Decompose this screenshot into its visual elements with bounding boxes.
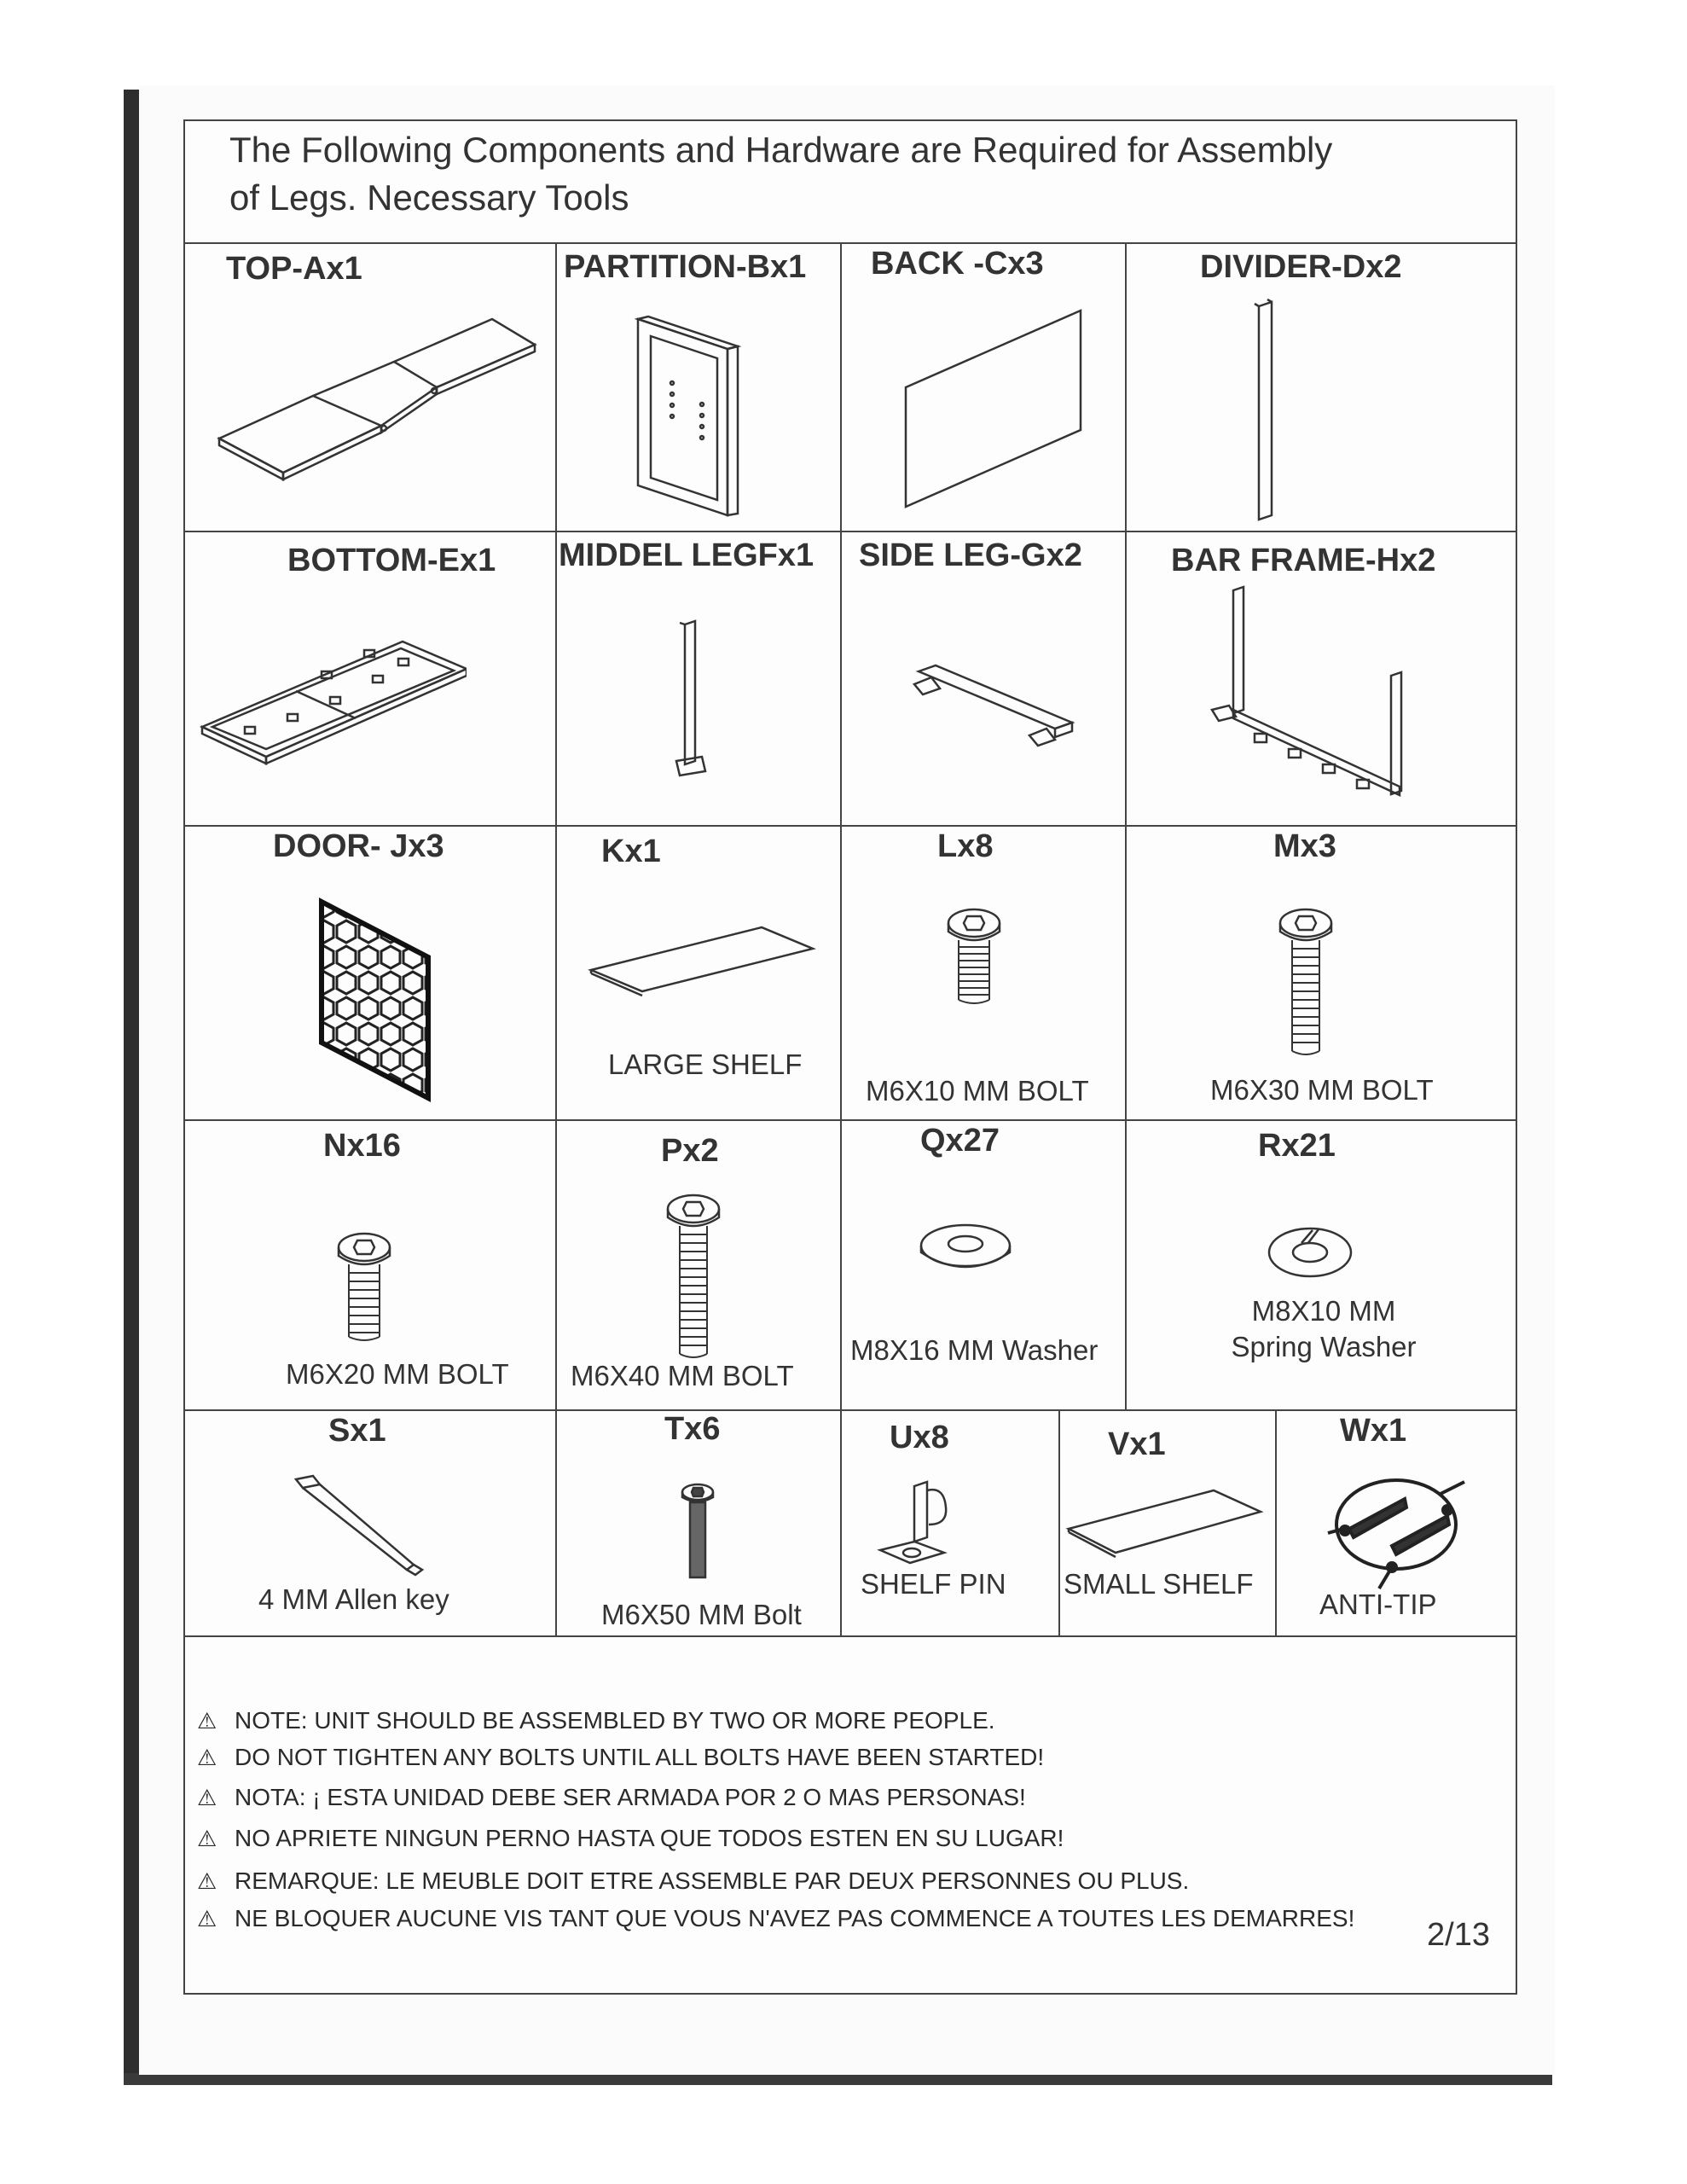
part-cell-allen-key bbox=[185, 1409, 557, 1635]
note-5 bbox=[197, 1867, 1189, 1895]
parts-row-2 bbox=[185, 531, 1516, 827]
bottom-panel-illustration bbox=[194, 599, 467, 787]
anti-tip-illustration bbox=[1311, 1461, 1481, 1606]
warning-icon: ⚠ bbox=[197, 1708, 217, 1734]
part-title: Mx3 bbox=[1273, 828, 1336, 864]
parts-list-sheet bbox=[183, 119, 1517, 1995]
divider-illustration bbox=[1246, 293, 1297, 524]
part-cell-door bbox=[185, 825, 557, 1119]
warning-icon: ⚠ bbox=[197, 1745, 217, 1770]
part-title: Wx1 bbox=[1340, 1413, 1407, 1449]
note-2 bbox=[197, 1744, 1044, 1771]
part-title: BAR FRAME-Hx2 bbox=[1171, 543, 1436, 578]
note-4 bbox=[197, 1825, 1064, 1852]
photo-edge-bottom bbox=[124, 2073, 1552, 2085]
part-title: SIDE LEG-Gx2 bbox=[859, 537, 1082, 573]
note-text: REMARQUE: LE MEUBLE DOIT ETRE ASSEMBLE PAR DEUX PERSONNES OU PLUS. bbox=[235, 1867, 1190, 1894]
part-title: Lx8 bbox=[937, 828, 994, 864]
bolt-m6x30-illustration bbox=[1272, 906, 1340, 1060]
part-title: MIDDEL LEGFx1 bbox=[559, 537, 815, 573]
bolt-m6x20-illustration bbox=[330, 1230, 398, 1350]
parts-row-5 bbox=[185, 1409, 1516, 1637]
part-title: DOOR- Jx3 bbox=[273, 828, 444, 864]
part-title: BACK -Cx3 bbox=[871, 246, 1044, 282]
part-label: M6X20 MM BOLT bbox=[286, 1358, 509, 1390]
allen-key-illustration bbox=[270, 1469, 441, 1589]
parts-row-1 bbox=[185, 242, 1516, 532]
header-line-1: The Following Components and Hardware are Required for Assembly bbox=[229, 130, 1333, 170]
note-text: NOTE: UNIT SHOULD BE ASSEMBLED BY TWO OR MORE PEOPLE. bbox=[235, 1707, 995, 1734]
part-title: BOTTOM-Ex1 bbox=[287, 543, 496, 578]
part-cell-bolt-m bbox=[1127, 825, 1516, 1119]
part-cell-bolt-n bbox=[185, 1119, 557, 1409]
bolt-m6x40-illustration bbox=[659, 1192, 728, 1362]
parts-row-4 bbox=[185, 1119, 1516, 1411]
header-line-2: of Legs. Necessary Tools bbox=[229, 177, 629, 218]
note-text: NE BLOQUER AUCUNE VIS TANT QUE VOUS N'AVEZ PAS COMMENCE A TOUTES LES DEMARRES! bbox=[235, 1905, 1355, 1931]
part-cell-bolt-l bbox=[842, 825, 1127, 1119]
back-panel-illustration bbox=[893, 293, 1098, 515]
part-cell-back bbox=[842, 242, 1127, 531]
note-text: NO APRIETE NINGUN PERNO HASTA QUE TODOS ESTEN EN SU LUGAR! bbox=[235, 1825, 1064, 1851]
part-label-line-2: Spring Washer bbox=[1231, 1331, 1417, 1362]
warning-icon: ⚠ bbox=[197, 1906, 217, 1931]
part-title: TOP-Ax1 bbox=[226, 251, 362, 287]
partition-illustration bbox=[617, 302, 787, 524]
assembly-notes bbox=[185, 1635, 1516, 1993]
part-label: 4 MM Allen key bbox=[258, 1583, 449, 1615]
note-6 bbox=[197, 1905, 1354, 1932]
part-label: M6X10 MM BOLT bbox=[866, 1075, 1089, 1107]
note-3 bbox=[197, 1784, 1026, 1811]
page-number: 2/13 bbox=[1427, 1917, 1490, 1953]
top-panel-illustration bbox=[202, 302, 543, 507]
side-leg-illustration bbox=[893, 650, 1089, 770]
part-cell-large-shelf bbox=[557, 825, 842, 1119]
warning-icon: ⚠ bbox=[197, 1868, 217, 1894]
part-cell-divider bbox=[1127, 242, 1516, 531]
part-title: Tx6 bbox=[664, 1411, 721, 1447]
part-cell-partition bbox=[557, 242, 842, 531]
part-label: LARGE SHELF bbox=[608, 1048, 803, 1080]
part-title: Qx27 bbox=[920, 1123, 1000, 1159]
part-cell-small-shelf bbox=[1060, 1409, 1277, 1635]
part-label: M6X40 MM BOLT bbox=[571, 1360, 794, 1391]
part-cell-bolt-t bbox=[557, 1409, 842, 1635]
note-text: NOTA: ¡ ESTA UNIDAD DEBE SER ARMADA POR 2 O MAS PERSONAS! bbox=[235, 1784, 1026, 1810]
part-cell-bar-frame bbox=[1127, 531, 1516, 825]
door-illustration bbox=[313, 893, 441, 1107]
bar-frame-illustration bbox=[1195, 582, 1451, 812]
note-text: DO NOT TIGHTEN ANY BOLTS UNTIL ALL BOLTS HAVE BEEN STARTED! bbox=[235, 1744, 1045, 1770]
photo-edge-left bbox=[124, 90, 141, 2082]
part-title: DIVIDER-Dx2 bbox=[1200, 249, 1402, 285]
part-label: ANTI-TIP bbox=[1319, 1589, 1437, 1620]
part-label: SMALL SHELF bbox=[1064, 1568, 1254, 1600]
part-title: PARTITION-Bx1 bbox=[564, 249, 807, 285]
header bbox=[185, 121, 1516, 244]
part-cell-side-leg bbox=[842, 531, 1127, 825]
warning-icon: ⚠ bbox=[197, 1826, 217, 1851]
shelf-pin-illustration bbox=[876, 1478, 987, 1580]
warning-icon: ⚠ bbox=[197, 1785, 217, 1810]
part-title: Nx16 bbox=[323, 1128, 401, 1164]
part-cell-top bbox=[185, 242, 557, 531]
part-title: Rx21 bbox=[1258, 1128, 1336, 1164]
part-cell-middle-leg bbox=[557, 531, 842, 825]
large-shelf-illustration bbox=[583, 919, 821, 1021]
part-cell-washer-q bbox=[842, 1119, 1127, 1409]
part-cell-shelf-pin bbox=[842, 1409, 1060, 1635]
part-cell-anti-tip bbox=[1277, 1409, 1516, 1635]
part-title: Sx1 bbox=[328, 1413, 386, 1449]
header-text bbox=[229, 126, 1475, 222]
part-cell-bottom bbox=[185, 531, 557, 825]
part-cell-bolt-p bbox=[557, 1119, 842, 1409]
part-label bbox=[1191, 1293, 1456, 1365]
part-label: M6X50 MM Bolt bbox=[601, 1599, 802, 1630]
part-title: Kx1 bbox=[601, 834, 661, 869]
spring-washer-illustration bbox=[1263, 1222, 1357, 1290]
part-label-line-1: M8X10 MM bbox=[1251, 1295, 1396, 1327]
washer-illustration bbox=[910, 1213, 1021, 1290]
part-title: Px2 bbox=[661, 1133, 719, 1169]
part-cell-spring-washer bbox=[1127, 1119, 1516, 1409]
bolt-m6x10-illustration bbox=[940, 906, 1008, 1008]
part-label: M6X30 MM BOLT bbox=[1210, 1074, 1434, 1106]
middle-leg-illustration bbox=[668, 616, 719, 804]
part-title: Vx1 bbox=[1108, 1426, 1166, 1462]
bolt-m6x50-illustration bbox=[676, 1482, 719, 1584]
part-title: Ux8 bbox=[890, 1420, 949, 1455]
note-1 bbox=[197, 1707, 995, 1734]
part-label: SHELF PIN bbox=[861, 1568, 1006, 1600]
small-shelf-illustration bbox=[1064, 1486, 1269, 1571]
parts-row-3 bbox=[185, 825, 1516, 1121]
part-label: M8X16 MM Washer bbox=[850, 1334, 1099, 1366]
